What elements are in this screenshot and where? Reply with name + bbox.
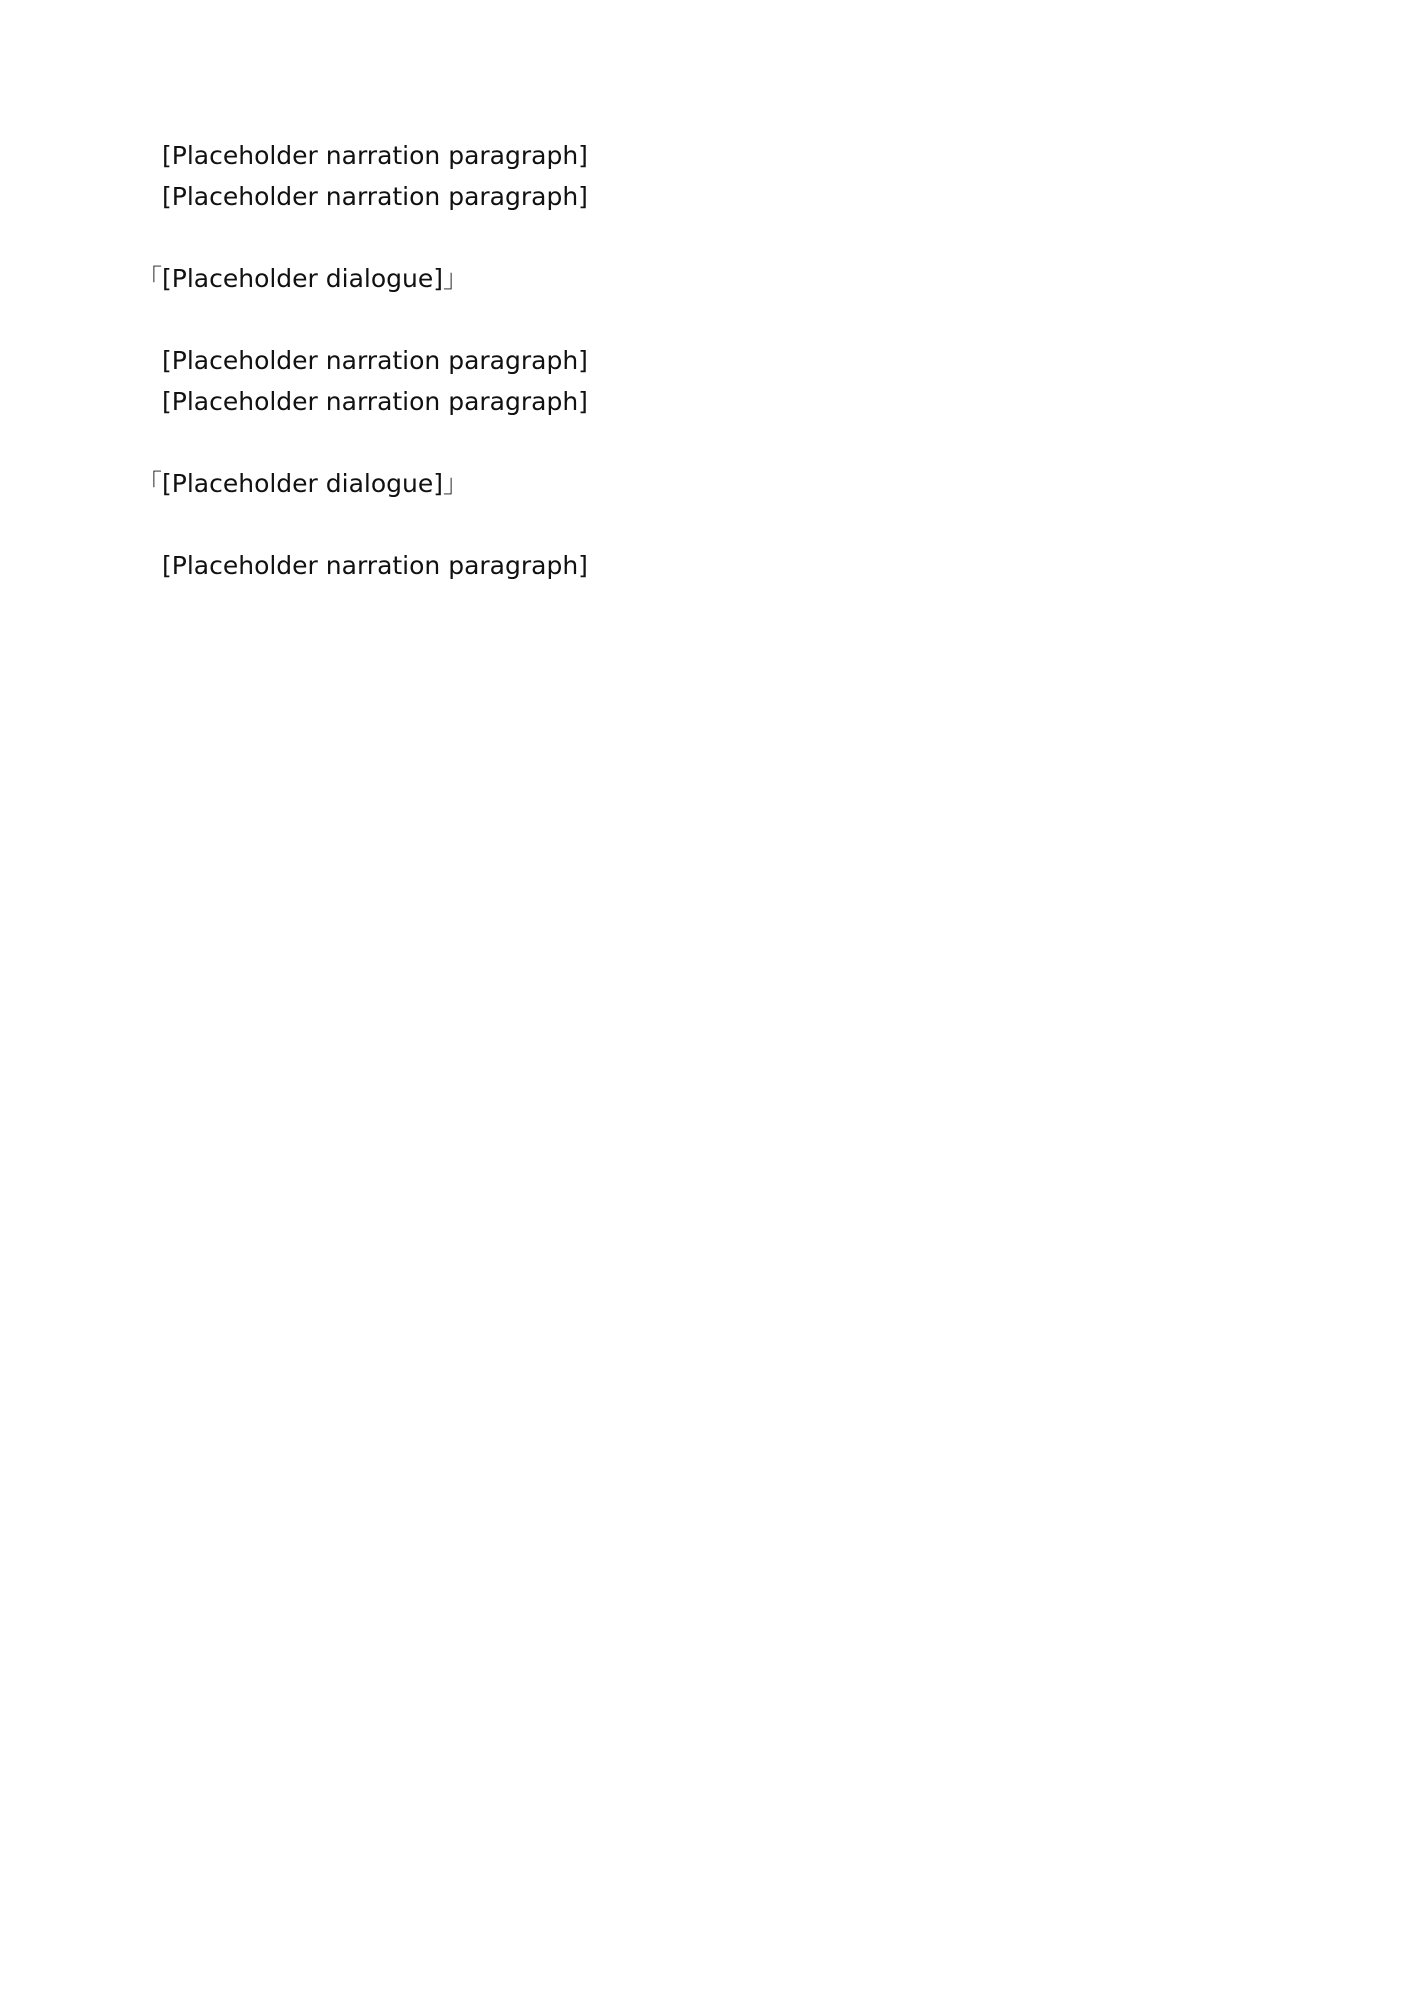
narration-paragraph: [Placeholder narration paragraph] (162, 182, 588, 211)
document-body (137, 135, 1277, 586)
paragraph-gap (137, 299, 1277, 340)
narration-paragraph: [Placeholder narration paragraph] (162, 141, 588, 170)
dialogue-line: 「[Placeholder dialogue]」 (137, 264, 469, 293)
dialogue-line: 「[Placeholder dialogue]」 (137, 469, 469, 498)
paragraph-gap (137, 217, 1277, 258)
narration-paragraph: [Placeholder narration paragraph] (162, 387, 588, 416)
narration-paragraph: [Placeholder narration paragraph] (162, 346, 588, 375)
paragraph-gap (137, 504, 1277, 545)
paragraph-gap (137, 422, 1277, 463)
narration-paragraph: [Placeholder narration paragraph] (162, 551, 588, 580)
